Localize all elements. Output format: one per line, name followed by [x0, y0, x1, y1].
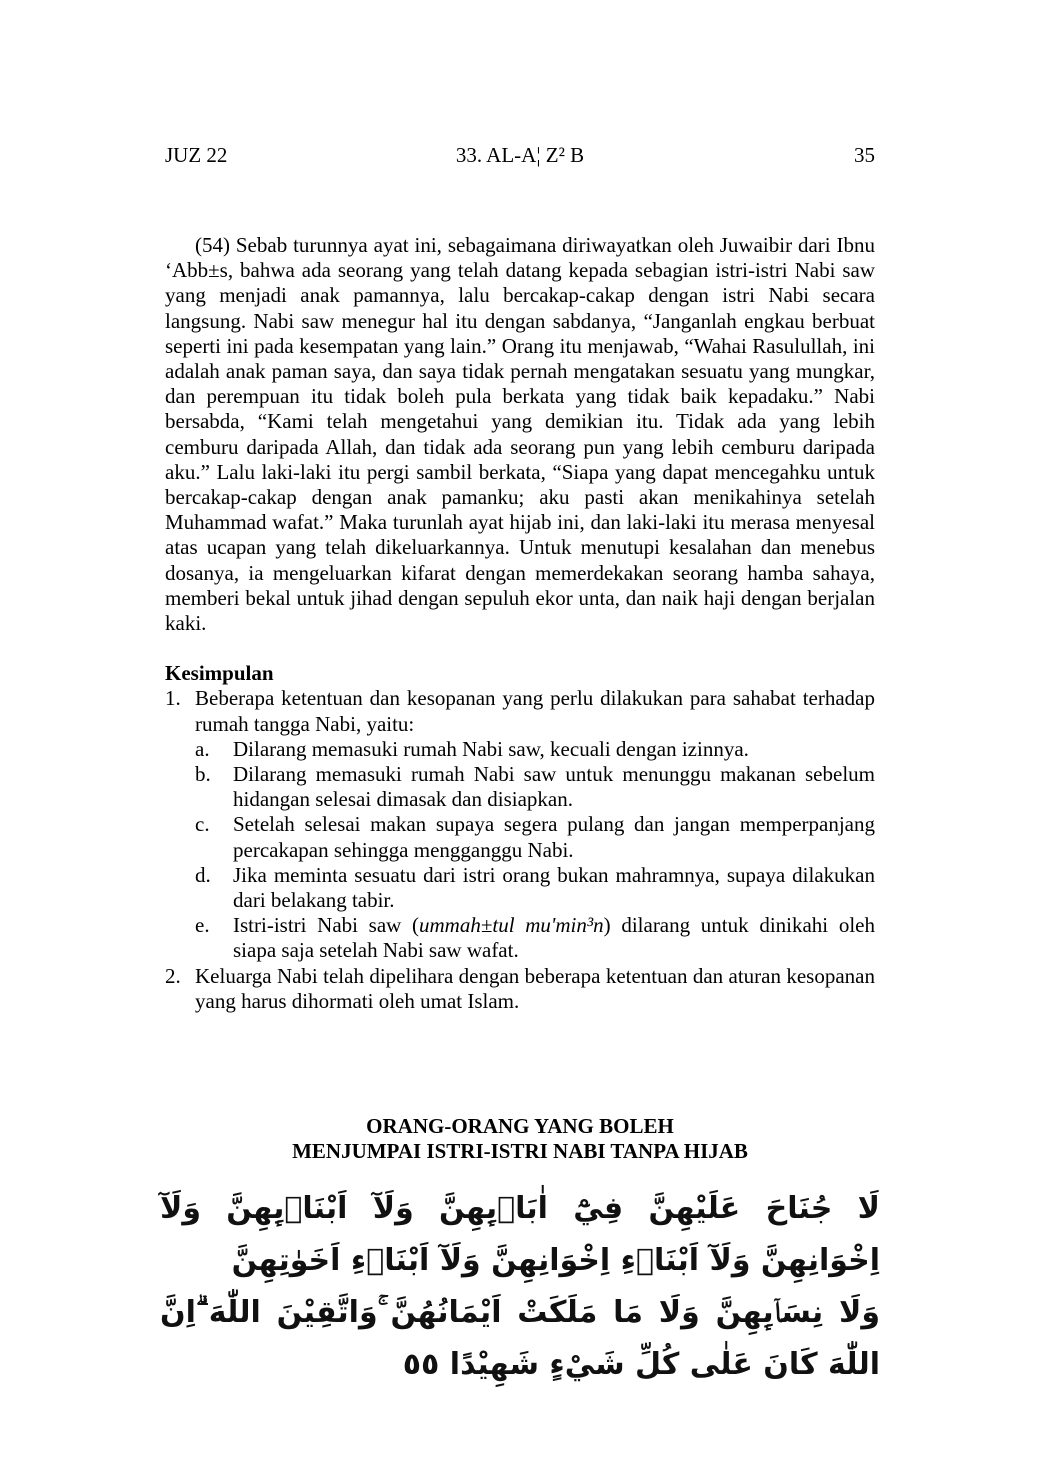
sub-list-item — [195, 863, 875, 913]
sub-item-text: Jika meminta sesuatu dari istri orang bukan mahramnya, supaya dilakukan dari belakang tabir. — [233, 862, 875, 913]
sub-item-text-after: ) dilarang untuk dinikahi oleh siapa saja setelah Nabi saw wafat. — [233, 913, 875, 963]
list-item-text: Beberapa ketentuan dan kesopanan yang perlu dilakukan para sahabat terhadap rumah tangga Nabi, yaitu: — [195, 686, 875, 736]
sub-item-text: Setelah selesai makan supaya segera pulang dan jangan memperpanjang percakapan sehingga mengganggu Nabi. — [233, 812, 875, 862]
section-title-line1: ORANG-ORANG YANG BOLEH — [366, 1114, 674, 1138]
sub-letter: b. — [195, 762, 211, 787]
list-number: 1. — [165, 686, 181, 711]
arabic-verse-line2: وَلَا نِسَاۤىِٕهِنَّ وَلَا مَا مَلَكَتْ اَيْمَانُهُنَّ ۚوَاتَّقِيْنَ اللّٰهَ ۗاِنَّ اللّٰهَ كَانَ عَلٰى كُلِّ شَيْءٍ شَهِيْدًا ٥٥ — [160, 1295, 880, 1382]
sub-letter: c. — [195, 812, 210, 837]
juz-label: JUZ 22 — [165, 143, 228, 167]
sub-item-text: Dilarang memasuki rumah Nabi saw untuk menunggu makanan sebelum hidangan selesai dimasak dan disiapkan. — [233, 762, 875, 812]
arabic-verse — [160, 1183, 880, 1382]
sub-list-item — [195, 737, 875, 762]
section-title-line2: MENJUMPAI ISTRI-ISTRI NABI TANPA HIJAB — [292, 1139, 748, 1163]
section-title — [165, 1114, 875, 1164]
surah-title: 33. AL-A¦ Z² B — [455, 143, 585, 167]
list-number: 2. — [165, 963, 181, 988]
list-item — [165, 686, 875, 963]
sub-list — [195, 737, 875, 964]
sub-letter: a. — [195, 736, 210, 761]
sub-item-text: Dilarang memasuki rumah Nabi saw, kecuali dengan izinnya. — [233, 736, 749, 761]
asbabun-nuzul-paragraph: (54) Sebab turunnya ayat ini, sebagaimana diriwayatkan oleh Juwaibir dari Ibnu ‘Abb±s, bahwa ada seorang yang telah datang kepada sebagian istri-istri Nabi saw yang menjadi anak pamannya, lalu bercakap-cakap dengan istri Nabi secara langsung. Nabi saw menegur hal itu dengan sabdanya, “Janganlah engkau berbuat seperti ini pada kesempatan yang lain.” Orang itu menjawab, “Wahai Rasulullah, ini adalah anak paman saya, dan saya tidak pernah mengatakan sesuatu yang mungkar, dan perempuan itu tidak boleh pula berkata yang tidak baik kepadaku.” Nabi bersabda, “Kami telah mengetahui yang demikian itu. Tidak ada yang lebih cemburu daripada Allah, dan tidak ada seorang pun yang lebih cemburu daripada aku.” Lalu laki-laki itu pergi sambil berkata, “Siapa yang dapat mencegahku untuk bercakap-cakap dengan anak pamanku; aku pasti akan menikahinya setelah Muhammad wafat.” Maka turunlah ayat hijab ini, dan laki-laki itu merasa menyesal atas ucapan yang telah dikeluarkannya. Untuk menutupi kesalahan dan menebus dosanya, ia mengeluarkan kifarat dengan memerdekakan seorang hamba sahaya, memberi bekal untuk jihad dengan sepuluh ekor unta, dan naik haji dengan berjalan kaki. — [165, 233, 875, 636]
list-item — [165, 964, 875, 1014]
arabic-verse-line1: لَا جُنَاحَ عَلَيْهِنَّ فِيْٓ اٰبَاۤىِٕهِنَّ وَلَآ اَبْنَاۤىِٕهِنَّ وَلَآ اِخْوَانِهِنَّ وَلَآ اَبْنَاۤءِ اِخْوَانِهِنَّ وَلَآ اَبْنَاۤءِ اَخَوٰتِهِنَّ — [160, 1191, 880, 1278]
kesimpulan-heading: Kesimpulan — [165, 661, 274, 686]
sub-letter: d. — [195, 862, 211, 887]
sub-letter: e. — [195, 913, 210, 938]
page-number: 35 — [854, 143, 875, 167]
italic-term: ummah±tul mu'min³n — [419, 913, 604, 938]
sub-list-item — [195, 913, 875, 963]
sub-item-text-before: Istri-istri Nabi saw ( — [233, 913, 419, 938]
sub-list-item — [195, 812, 875, 862]
sub-list-item — [195, 762, 875, 812]
page-header — [165, 143, 875, 173]
main-content — [165, 233, 875, 1014]
list-item-text: Keluarga Nabi telah dipelihara dengan beberapa ketentuan dan aturan kesopanan yang harus dihormati oleh umat Islam. — [195, 963, 875, 1013]
kesimpulan-list — [165, 686, 875, 1014]
